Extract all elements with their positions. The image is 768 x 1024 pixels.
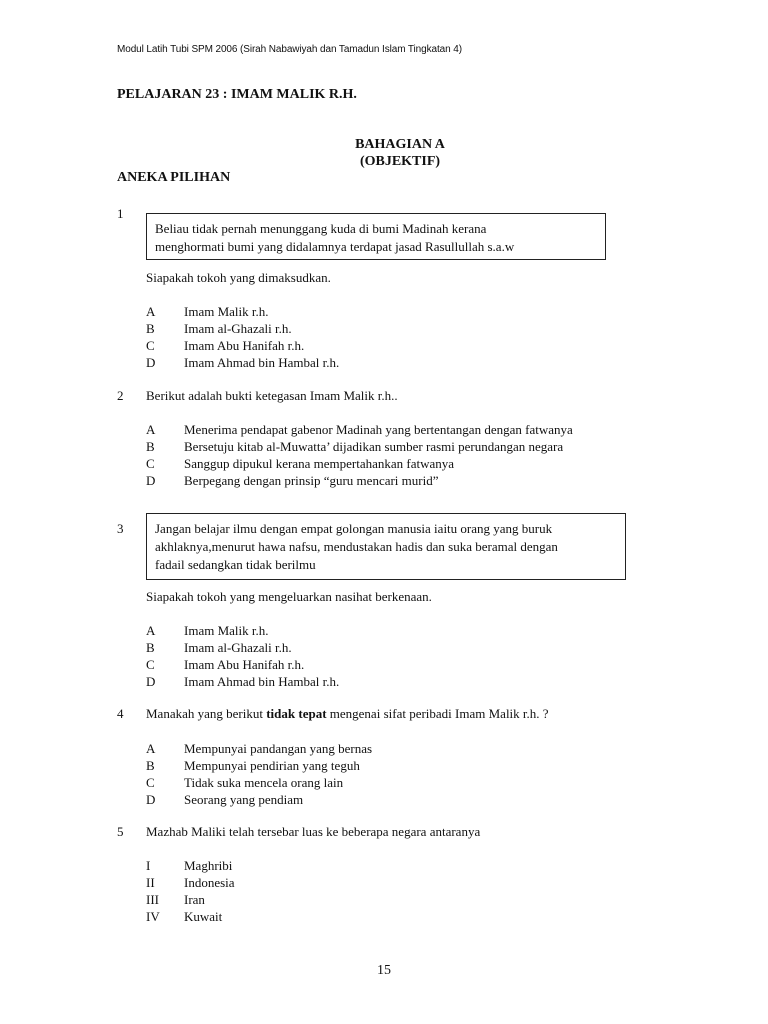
option-item (146, 857, 235, 874)
question-number: 5 (117, 824, 124, 839)
option-label: A (146, 304, 156, 319)
option-item (146, 757, 372, 774)
section-subtitle: (OBJEKTIF) (359, 154, 441, 169)
option-label: C (146, 775, 155, 790)
option-item (146, 421, 573, 438)
lesson-title: PELAJARAN 23 : IMAM MALIK R.H. (117, 87, 357, 102)
option-text: Berpegang dengan prinsip “guru mencari murid” (184, 473, 439, 488)
option-label: C (146, 338, 155, 353)
option-text: Imam al-Ghazali r.h. (184, 640, 292, 655)
option-text: Menerima pendapat gabenor Madinah yang bertentangan dengan fatwanya (184, 422, 573, 437)
option-label: B (146, 321, 155, 336)
option-text: Sanggup dipukul kerana mempertahankan fatwanya (184, 456, 455, 471)
question-stem (146, 706, 549, 722)
option-label: D (146, 792, 156, 807)
option-text: Imam Ahmad bin Hambal r.h. (184, 355, 340, 370)
option-label: B (146, 758, 155, 773)
subsection-title: ANEKA PILIHAN (117, 170, 231, 185)
option-item (146, 791, 372, 808)
question-number: 2 (117, 388, 124, 403)
quote-line: Beliau tidak pernah menunggang kuda di bumi Madinah kerana (155, 221, 487, 236)
option-item (146, 438, 573, 455)
option-item (146, 455, 573, 472)
option-list (146, 740, 372, 808)
option-list (146, 622, 339, 690)
option-label: A (146, 741, 156, 756)
option-text: Imam Abu Hanifah r.h. (184, 338, 305, 353)
quote-box (146, 213, 606, 260)
option-item (146, 337, 339, 354)
option-item (146, 320, 339, 337)
option-text: Mempunyai pendirian yang teguh (184, 758, 360, 773)
option-label: D (146, 355, 156, 370)
option-label: D (146, 674, 156, 689)
running-header: Modul Latih Tubi SPM 2006 (Sirah Nabawiyah dan Tamadun Islam Tingkatan 4) (117, 44, 462, 55)
option-list (146, 857, 235, 925)
option-item (146, 622, 339, 639)
option-label: B (146, 640, 155, 655)
quote-box (146, 513, 626, 580)
question-stem: Berikut adalah bukti ketegasan Imam Malik r.h.. (146, 388, 398, 403)
quote-line: akhlaknya,menurut hawa nafsu, mendustakan hadis dan suka beramal dengan (155, 539, 558, 554)
option-text: Imam Abu Hanifah r.h. (184, 657, 305, 672)
option-item (146, 656, 339, 673)
option-text: Imam al-Ghazali r.h. (184, 321, 292, 336)
option-item (146, 472, 573, 489)
option-item (146, 354, 339, 371)
option-text: Kuwait (184, 909, 223, 924)
option-label: A (146, 623, 156, 638)
option-text: Imam Malik r.h. (184, 623, 269, 638)
option-label: II (146, 875, 155, 890)
option-text: Mempunyai pandangan yang bernas (184, 741, 373, 756)
option-label: D (146, 473, 156, 488)
question-stem: Siapakah tokoh yang mengeluarkan nasihat berkenaan. (146, 589, 432, 604)
option-text: Tidak suka mencela orang lain (184, 775, 344, 790)
option-label: C (146, 657, 155, 672)
option-list (146, 303, 339, 371)
option-label: A (146, 422, 156, 437)
question-stem: Mazhab Maliki telah tersebar luas ke beberapa negara antaranya (146, 824, 481, 839)
page-number: 15 (377, 963, 391, 978)
option-item (146, 891, 235, 908)
stem-emphasis: tidak tepat (266, 706, 327, 721)
option-item (146, 303, 339, 320)
option-item (146, 740, 372, 757)
quote-line: menghormati bumi yang didalamnya terdapat jasad Rasullullah s.a.w (155, 239, 515, 254)
option-text: Imam Ahmad bin Hambal r.h. (184, 674, 340, 689)
option-text: Iran (184, 892, 205, 907)
option-item (146, 639, 339, 656)
option-label: IV (146, 909, 160, 924)
option-text: Imam Malik r.h. (184, 304, 269, 319)
question-stem: Siapakah tokoh yang dimaksudkan. (146, 270, 331, 285)
option-label: B (146, 439, 155, 454)
stem-text: Manakah yang berikut (146, 706, 267, 721)
option-label: III (146, 892, 159, 907)
option-text: Bersetuju kitab al-Muwatta’ dijadikan sumber rasmi perundangan negara (184, 439, 564, 454)
option-list (146, 421, 573, 489)
option-item (146, 874, 235, 891)
option-text: Maghribi (184, 858, 233, 873)
stem-text: mengenai sifat peribadi Imam Malik r.h. ? (326, 706, 549, 721)
option-label: C (146, 456, 155, 471)
question-number: 4 (117, 706, 124, 721)
question-number: 1 (117, 206, 124, 221)
option-label: I (146, 858, 151, 873)
section-title: BAHAGIAN A (355, 137, 445, 152)
option-text: Indonesia (184, 875, 235, 890)
quote-line: fadail sedangkan tidak berilmu (155, 557, 316, 572)
option-item (146, 673, 339, 690)
quote-line: Jangan belajar ilmu dengan empat golongan manusia iaitu orang yang buruk (155, 521, 553, 536)
option-item (146, 774, 372, 791)
question-number: 3 (117, 521, 124, 536)
option-text: Seorang yang pendiam (184, 792, 304, 807)
option-item (146, 908, 235, 925)
